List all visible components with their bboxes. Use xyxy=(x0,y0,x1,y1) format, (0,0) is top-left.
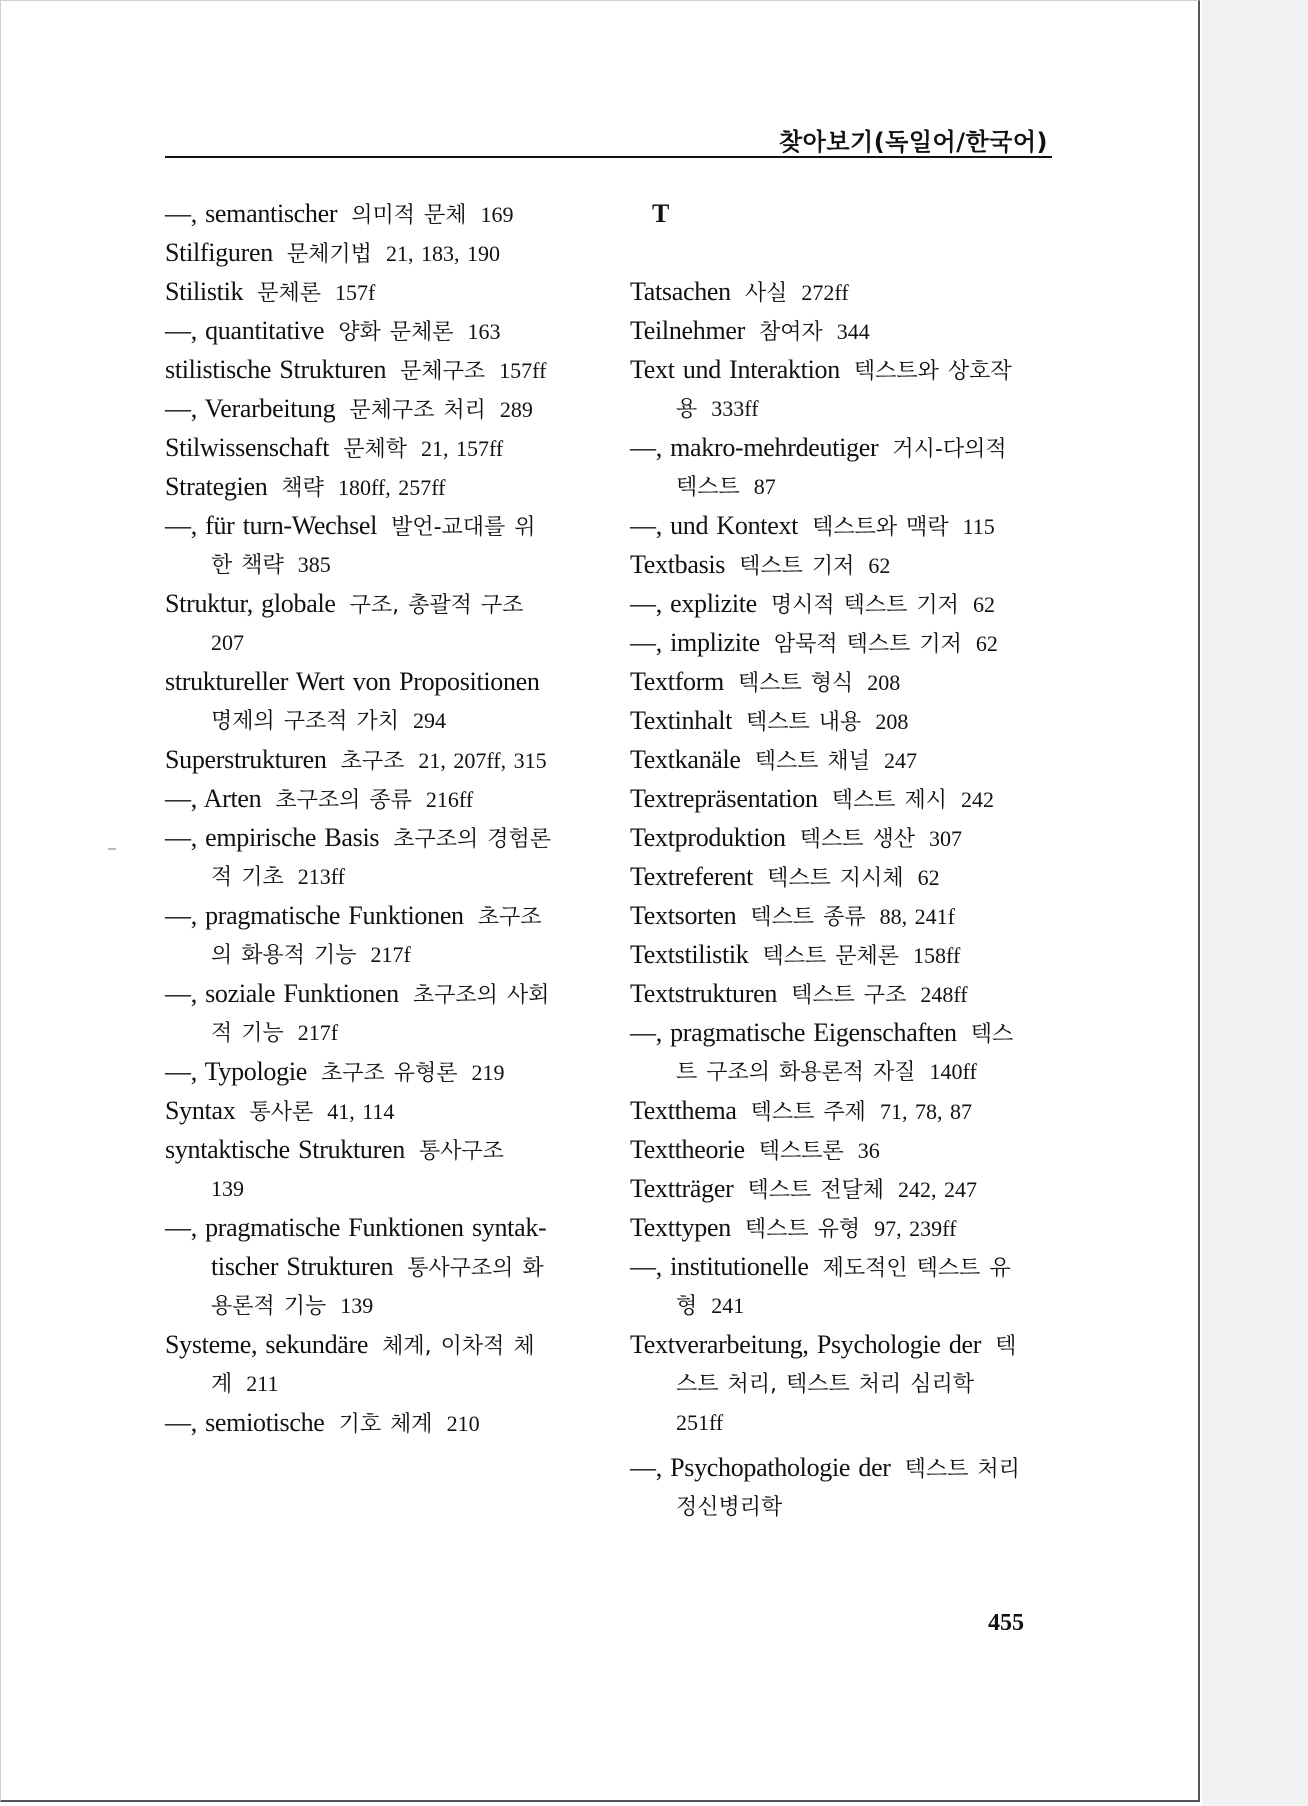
page-references: 169 xyxy=(480,202,514,227)
page-references: 247 xyxy=(883,748,917,773)
german-term: Textinhalt xyxy=(630,706,733,735)
index-entry xyxy=(630,389,1055,428)
korean-term: 암묵적 텍스트 기저 xyxy=(773,632,962,657)
korean-term: 텍스트 전달체 xyxy=(747,1178,884,1203)
index-entry xyxy=(165,1130,590,1169)
viewer-gutter xyxy=(1202,0,1308,1806)
korean-term: 구조, 총괄적 구조 xyxy=(349,593,524,618)
margin-mark xyxy=(108,848,116,850)
index-entry xyxy=(165,233,590,272)
german-term: Textreferent xyxy=(630,862,754,891)
index-entry xyxy=(165,974,590,1013)
german-term: Textverarbeitung, Psychologie der xyxy=(630,1330,982,1359)
page-references: 71, 78, 87 xyxy=(879,1099,972,1124)
index-entry xyxy=(630,1364,1055,1403)
index-entry xyxy=(630,1208,1055,1247)
korean-term: 거시-다의적 xyxy=(892,437,1007,462)
page-references: 163 xyxy=(467,319,501,344)
index-entry xyxy=(165,818,590,857)
page-references: 87 xyxy=(753,474,776,499)
german-term: Textform xyxy=(630,667,724,696)
korean-term: 초구조의 경험론 xyxy=(393,827,551,852)
index-entry xyxy=(165,1052,590,1091)
german-term: —, Arten xyxy=(165,784,262,813)
korean-term: 텍스트와 상호작 xyxy=(853,359,1012,384)
german-term: —, implizite xyxy=(630,628,760,657)
index-entry xyxy=(630,1013,1055,1052)
index-entry xyxy=(165,1403,590,1442)
german-term: Struktur, globale xyxy=(165,589,336,618)
page-references: 88, 241f xyxy=(879,904,955,929)
page-number: 455 xyxy=(988,1610,1024,1636)
german-term: —, empirische Basis xyxy=(165,823,380,852)
index-entry xyxy=(165,662,590,701)
index-entry xyxy=(165,194,590,233)
index-entry xyxy=(630,545,1055,584)
page-references: 210 xyxy=(446,1411,480,1436)
index-entry xyxy=(630,1286,1055,1325)
german-term: Stilistik xyxy=(165,277,244,306)
korean-term: 양화 문체론 xyxy=(338,320,454,345)
page-header-title: 찾아보기(독일어/한국어) xyxy=(778,128,1048,156)
german-term: Text und Interaktion xyxy=(630,355,840,384)
korean-term: 용 xyxy=(676,397,698,422)
index-entry xyxy=(165,428,590,467)
page-references: 62 xyxy=(917,865,940,890)
korean-term: 의 화용적 기능 xyxy=(211,943,357,968)
german-term: —, und Kontext xyxy=(630,511,799,540)
page-references: 242, 247 xyxy=(897,1177,977,1202)
page-references: 139 xyxy=(340,1293,374,1318)
german-term: syntaktische Strukturen xyxy=(165,1135,405,1164)
korean-term: 텍스트 내용 xyxy=(746,710,862,735)
german-term: Textthema xyxy=(630,1096,737,1125)
korean-term: 체계, 이차적 체 xyxy=(382,1334,535,1359)
german-term: —, Verarbeitung xyxy=(165,394,336,423)
korean-term: 초구조 xyxy=(340,749,405,774)
index-entry xyxy=(165,1169,590,1208)
index-entry xyxy=(630,1448,1055,1487)
korean-term: 초구조 유형론 xyxy=(320,1061,458,1086)
page-references: 21, 157ff xyxy=(420,436,504,461)
index-entry xyxy=(165,1286,590,1325)
page-references: 217f xyxy=(297,1020,339,1045)
german-term: Textproduktion xyxy=(630,823,786,852)
index-entry xyxy=(630,740,1055,779)
german-term: —, institutionelle xyxy=(630,1252,809,1281)
index-entry xyxy=(165,701,590,740)
german-term: —, pragmatische Funktionen xyxy=(165,901,464,930)
korean-term: 적 기초 xyxy=(211,865,284,890)
index-entry xyxy=(630,350,1055,389)
german-term: —, Psychopathologie der xyxy=(630,1453,891,1482)
index-column-right xyxy=(630,194,1055,1526)
german-term: Textstrukturen xyxy=(630,979,778,1008)
german-term: struktureller Wert von Propositionen xyxy=(165,667,540,696)
korean-term: 문체기법 xyxy=(286,242,372,267)
page-references: 213ff xyxy=(297,864,346,889)
korean-term: 텍스트 제시 xyxy=(831,788,947,813)
index-entry xyxy=(630,818,1055,857)
page-references: 217f xyxy=(370,942,411,967)
index-entry xyxy=(630,935,1055,974)
korean-term: 텍스트 주제 xyxy=(750,1100,866,1125)
korean-term: 텍스트 구조 xyxy=(791,983,907,1008)
index-entry xyxy=(630,1403,1055,1442)
index-entry xyxy=(630,1487,1055,1526)
index-entry xyxy=(165,857,590,896)
korean-term: 텍스트 종류 xyxy=(750,905,866,930)
korean-term: 텍스트 기저 xyxy=(739,554,855,579)
korean-term: 명시적 텍스트 기저 xyxy=(770,593,959,618)
german-term: —, explizite xyxy=(630,589,757,618)
index-entry xyxy=(165,1091,590,1130)
german-term: —, semantischer xyxy=(165,199,338,228)
index-entry xyxy=(630,506,1055,545)
german-term: —, soziale Funktionen xyxy=(165,979,399,1008)
korean-term: 텍스트 처리 xyxy=(904,1457,1020,1482)
index-entry xyxy=(630,974,1055,1013)
index-entry xyxy=(165,1013,590,1052)
page-references: 62 xyxy=(972,592,995,617)
korean-term: 초구조의 종류 xyxy=(275,788,412,813)
index-entry xyxy=(630,857,1055,896)
index-entry xyxy=(630,311,1055,350)
korean-term: 스트 처리, 텍스트 처리 심리학 xyxy=(676,1372,974,1397)
page-references: 21, 183, 190 xyxy=(385,241,500,266)
german-term: Textstilistik xyxy=(630,940,749,969)
german-term: Tatsachen xyxy=(630,277,731,306)
page-references: 97, 239ff xyxy=(874,1216,957,1241)
german-term: Textkanäle xyxy=(630,745,741,774)
index-entry xyxy=(165,1325,590,1364)
index-entry xyxy=(630,1169,1055,1208)
korean-term: 통사구조 xyxy=(418,1139,504,1164)
page-references: 207 xyxy=(211,630,244,655)
korean-term: 기호 체계 xyxy=(338,1412,433,1437)
index-entry xyxy=(165,584,590,623)
page-references: 21, 207ff, 315 xyxy=(418,748,547,773)
page-references: 115 xyxy=(962,514,995,539)
index-entry xyxy=(630,662,1055,701)
german-term: Texttypen xyxy=(630,1213,731,1242)
korean-term: 텍스트 생산 xyxy=(799,827,916,852)
korean-term: 텍스트 형식 xyxy=(737,671,854,696)
korean-term: 정신병리학 xyxy=(676,1495,783,1520)
index-entry xyxy=(165,350,590,389)
page-references: 251ff xyxy=(676,1410,724,1435)
page-references: 241 xyxy=(711,1293,745,1318)
index-column-left xyxy=(165,194,590,1442)
page-references: 157ff xyxy=(499,358,547,383)
index-entry xyxy=(165,1364,590,1403)
index-entry xyxy=(165,389,590,428)
korean-term: 문체구조 처리 xyxy=(349,398,486,423)
korean-term: 문체론 xyxy=(257,281,321,306)
index-entry xyxy=(630,779,1055,818)
page-references: 62 xyxy=(975,631,998,656)
german-term: Textsorten xyxy=(630,901,737,930)
index-entry xyxy=(165,311,590,350)
page-references: 157f xyxy=(335,280,376,305)
korean-term: 의미적 문체 xyxy=(351,203,467,228)
index-entry xyxy=(165,740,590,779)
korean-term: 텍스트 유형 xyxy=(744,1217,861,1242)
german-term: Teilnehmer xyxy=(630,316,746,345)
korean-term: 초구조 xyxy=(477,905,542,930)
page-references: 36 xyxy=(857,1138,880,1163)
index-entry xyxy=(630,428,1055,467)
page-references: 62 xyxy=(868,553,891,578)
korean-term: 문체구조 xyxy=(400,359,486,384)
page-references: 219 xyxy=(471,1060,505,1085)
german-term: Textbasis xyxy=(630,550,726,579)
index-entry xyxy=(630,1325,1055,1364)
german-term: Strategien xyxy=(165,472,268,501)
korean-term: 제도적인 텍스트 유 xyxy=(822,1256,1011,1281)
german-term: —, makro-mehrdeutiger xyxy=(630,433,879,462)
page-references: 140ff xyxy=(929,1059,977,1084)
german-term: —, pragmatische Eigenschaften xyxy=(630,1018,957,1047)
german-term: —, pragmatische Funktionen syntak- xyxy=(165,1213,547,1242)
page-references: 41, 114 xyxy=(327,1099,395,1124)
index-entry xyxy=(630,1247,1055,1286)
korean-term: 계 xyxy=(211,1372,233,1397)
german-term: —, quantitative xyxy=(165,316,325,345)
index-entry xyxy=(630,1130,1055,1169)
index-entry xyxy=(630,467,1055,506)
korean-term: 통사론 xyxy=(249,1100,314,1125)
german-term: Textrepräsentation xyxy=(630,784,818,813)
index-entry xyxy=(165,467,590,506)
german-term: —, semiotische xyxy=(165,1408,325,1437)
german-term: Systeme, sekundäre xyxy=(165,1330,369,1359)
german-term: Stilfiguren xyxy=(165,238,273,267)
index-entry xyxy=(630,1091,1055,1130)
page-references: 139 xyxy=(211,1176,244,1201)
korean-term: 한 책략 xyxy=(211,553,284,578)
page-references: 208 xyxy=(867,670,901,695)
german-term: tischer Strukturen xyxy=(211,1252,394,1281)
page-references: 158ff xyxy=(913,943,961,968)
german-term: Syntax xyxy=(165,1096,236,1125)
page-references: 216ff xyxy=(425,787,474,812)
index-entry xyxy=(630,1052,1055,1091)
korean-term: 사실 xyxy=(744,281,788,306)
index-entries-t xyxy=(630,272,1055,1526)
korean-term: 문체학 xyxy=(343,437,407,462)
page-references: 180ff, 257ff xyxy=(337,475,446,500)
page-references: 385 xyxy=(297,552,331,577)
german-term: stilistische Strukturen xyxy=(165,355,387,384)
index-entry xyxy=(165,545,590,584)
korean-term: 통사구조의 화 xyxy=(407,1256,544,1281)
index-entry xyxy=(165,935,590,974)
korean-term: 명제의 구조적 가치 xyxy=(211,709,400,734)
korean-term: 텍스트론 xyxy=(758,1139,844,1164)
index-entry xyxy=(165,896,590,935)
index-entry xyxy=(630,701,1055,740)
korean-term: 참여자 xyxy=(759,320,823,345)
german-term: —, Typologie xyxy=(165,1057,307,1086)
page-references: 208 xyxy=(875,709,909,734)
page-references: 242 xyxy=(960,787,994,812)
index-entry xyxy=(165,506,590,545)
page-references: 289 xyxy=(499,397,533,422)
german-term: Textträger xyxy=(630,1174,734,1203)
korean-term: 텍스트 채널 xyxy=(754,749,870,774)
korean-term: 텍스트와 맥락 xyxy=(812,515,949,540)
page-references: 294 xyxy=(413,708,447,733)
korean-term: 텍스트 문체론 xyxy=(762,944,900,969)
korean-term: 발언-교대를 위 xyxy=(391,515,536,540)
page-references: 344 xyxy=(836,319,870,344)
index-entry xyxy=(165,623,590,662)
korean-term: 적 기능 xyxy=(211,1021,284,1046)
korean-term: 용론적 기능 xyxy=(211,1294,327,1319)
page-references: 272ff xyxy=(801,280,849,305)
index-entry xyxy=(630,584,1055,623)
page-references: 248ff xyxy=(920,982,968,1007)
index-entry xyxy=(630,272,1055,311)
korean-term: 텍스트 xyxy=(676,475,740,500)
index-entry xyxy=(165,1208,590,1247)
korean-term: 텍 xyxy=(995,1334,1017,1359)
page-references: 307 xyxy=(929,826,963,851)
korean-term: 텍스트 지시체 xyxy=(767,866,904,891)
german-term: Texttheorie xyxy=(630,1135,745,1164)
korean-term: 텍스 xyxy=(970,1022,1014,1047)
index-entry xyxy=(165,272,590,311)
index-entry xyxy=(630,623,1055,662)
german-term: Superstrukturen xyxy=(165,745,327,774)
korean-term: 트 구조의 화용론적 자질 xyxy=(676,1060,916,1085)
german-term: —, für turn-Wechsel xyxy=(165,511,378,540)
index-entry xyxy=(630,896,1055,935)
index-entry xyxy=(165,1247,590,1286)
korean-term: 형 xyxy=(676,1294,698,1319)
german-term: Stilwissenschaft xyxy=(165,433,330,462)
header-rule xyxy=(165,156,1052,158)
letter-heading-t: T xyxy=(652,199,670,228)
korean-term: 초구조의 사회 xyxy=(412,983,550,1008)
page-references: 333ff xyxy=(711,396,759,421)
index-entry xyxy=(165,779,590,818)
page-references: 211 xyxy=(246,1371,279,1396)
korean-term: 책략 xyxy=(281,476,324,501)
